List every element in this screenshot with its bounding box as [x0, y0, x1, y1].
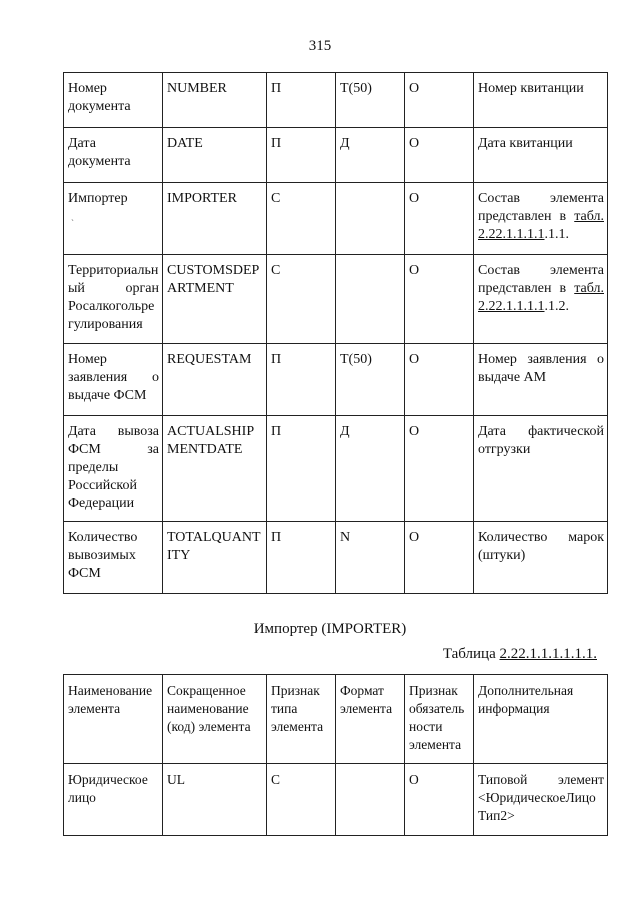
- header-cell: Дополнительная информация: [474, 675, 608, 764]
- element-type: П: [267, 73, 336, 128]
- header-cell: Сокращенное наименование (код) элемента: [163, 675, 267, 764]
- header-cell: Формат элемента: [336, 675, 405, 764]
- element-format: Д: [336, 416, 405, 522]
- element-required: O: [405, 764, 474, 836]
- element-name: Дата вывоза ФСМ за пределы Российской Федерации: [64, 416, 163, 522]
- element-required: O: [405, 416, 474, 522]
- element-required: O: [405, 73, 474, 128]
- main-elements-table: [63, 72, 608, 594]
- element-required: O: [405, 255, 474, 344]
- table-reference-link[interactable]: табл. 2.22.1.1.1.1: [478, 281, 604, 314]
- element-type: П: [267, 522, 336, 594]
- element-code: TOTALQUANTITY: [163, 522, 267, 594]
- element-info: Типовой элемент <ЮридическоеЛицоТип2>: [474, 764, 608, 836]
- element-name: Номер заявления о выдаче ФСМ: [64, 344, 163, 416]
- element-name: Импортер: [64, 183, 163, 255]
- element-code: UL: [163, 764, 267, 836]
- element-required: O: [405, 344, 474, 416]
- element-code: ACTUALSHIPMENTDATE: [163, 416, 267, 522]
- element-name: Номер документа: [64, 73, 163, 128]
- element-type: С: [267, 764, 336, 836]
- table-row: [64, 522, 608, 594]
- element-format: [336, 764, 405, 836]
- element-format: [336, 255, 405, 344]
- element-code: NUMBER: [163, 73, 267, 128]
- element-info: Дата квитанции: [474, 128, 608, 183]
- table-row: [64, 764, 608, 836]
- info-text: Состав элемента представлен в: [478, 263, 604, 296]
- element-info: Номер заявления о выдаче АМ: [474, 344, 608, 416]
- table-label-number: 2.22.1.1.1.1.1.1.: [499, 646, 597, 662]
- element-type: П: [267, 416, 336, 522]
- table-row: [64, 344, 608, 416]
- table-label: [443, 646, 597, 663]
- element-code: REQUESTAM: [163, 344, 267, 416]
- element-info: Количество марок (штуки): [474, 522, 608, 594]
- element-required: O: [405, 183, 474, 255]
- element-info: Дата фактической отгрузки: [474, 416, 608, 522]
- info-text-suffix: .1.2.: [544, 299, 569, 314]
- table-row: [64, 73, 608, 128]
- page-number: 315: [308, 38, 332, 54]
- element-format: [336, 183, 405, 255]
- element-type: С: [267, 183, 336, 255]
- element-type: С: [267, 255, 336, 344]
- element-code: DATE: [163, 128, 267, 183]
- info-text-suffix: .1.1.: [544, 227, 569, 242]
- header-cell: Признак обязательности элемента: [405, 675, 474, 764]
- element-format: N: [336, 522, 405, 594]
- element-type: П: [267, 344, 336, 416]
- element-name: Юридическое лицо: [64, 764, 163, 836]
- element-name: Количество вывозимых ФСМ: [64, 522, 163, 594]
- table-header-row: [64, 675, 608, 764]
- table-row: [64, 255, 608, 344]
- importer-elements-table: [63, 674, 608, 836]
- header-cell: Наименование элемента: [64, 675, 163, 764]
- header-cell: Признак типа элемента: [267, 675, 336, 764]
- element-format: T(50): [336, 73, 405, 128]
- element-info: Номер квитанции: [474, 73, 608, 128]
- element-format: Д: [336, 128, 405, 183]
- element-format: T(50): [336, 344, 405, 416]
- element-required: O: [405, 128, 474, 183]
- element-name: Дата документа: [64, 128, 163, 183]
- scan-speck: `: [71, 218, 74, 228]
- element-code: IMPORTER: [163, 183, 267, 255]
- element-info: [474, 255, 608, 344]
- element-code: CUSTOMSDEPARTMENT: [163, 255, 267, 344]
- table-row: [64, 416, 608, 522]
- element-info: [474, 183, 608, 255]
- table-row: [64, 183, 608, 255]
- element-type: П: [267, 128, 336, 183]
- element-required: O: [405, 522, 474, 594]
- section-title: Импортер (IMPORTER): [253, 621, 407, 637]
- info-text: Состав элемента представлен в: [478, 191, 604, 224]
- table-reference-link[interactable]: табл. 2.22.1.1.1.1: [478, 209, 604, 242]
- table-row: [64, 128, 608, 183]
- table-label-prefix: Таблица: [442, 646, 500, 662]
- element-name: Территориальный орган Росалкогольрегулирования: [64, 255, 163, 344]
